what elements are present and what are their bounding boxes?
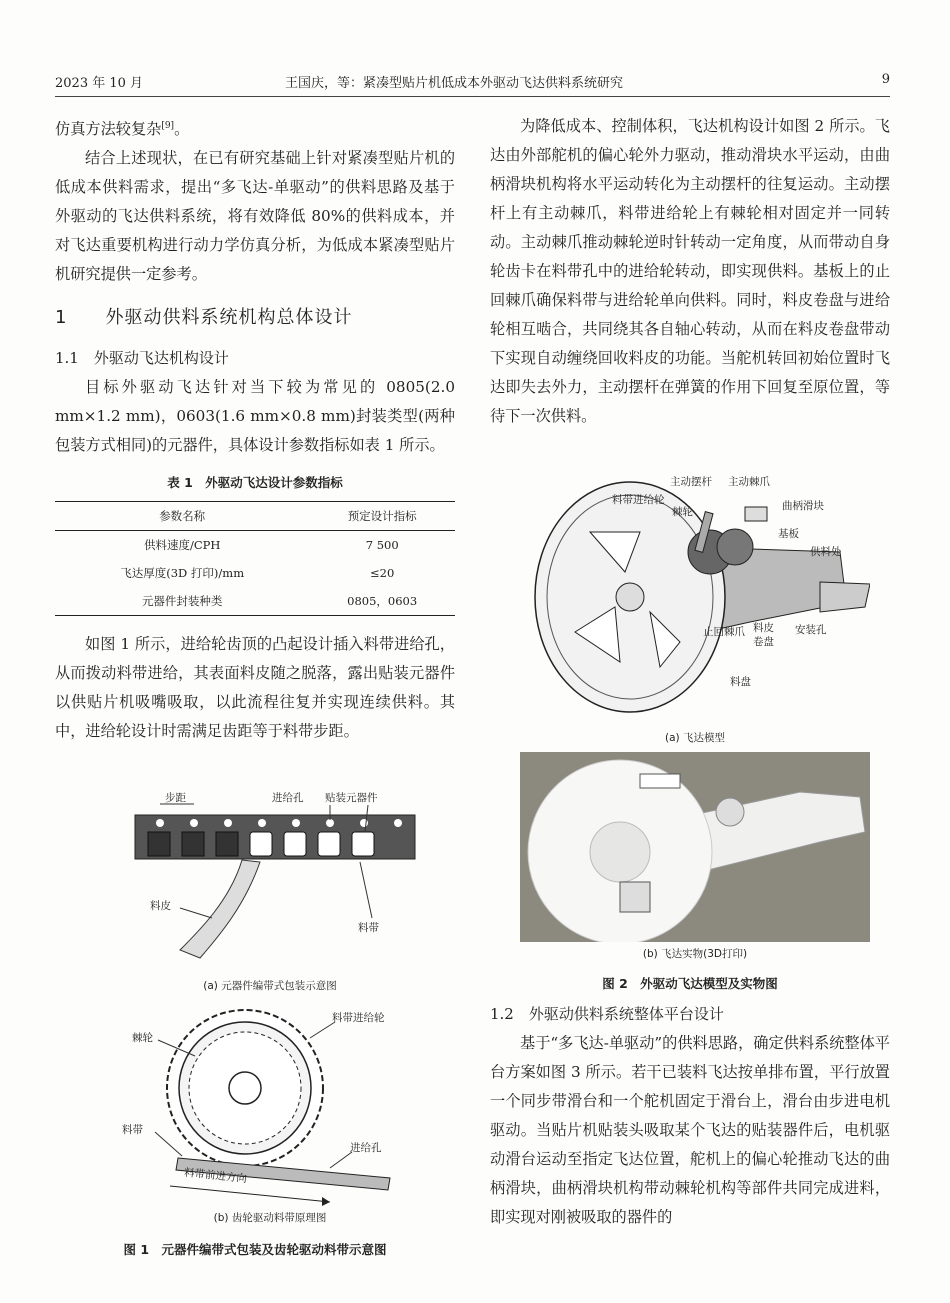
label-ratchet: 棘轮: [672, 506, 693, 518]
table-caption: 表 1 外驱动飞达设计参数指标: [167, 475, 343, 491]
paragraph-3: 目标外驱动飞达针对当下较为常见的 0805(2.0 mm×1.2 mm)，0603(1.6 mm×0.8 mm)封装类型(两种包装方式相同)的元器件，具体设计参数指标如表 1 所示。: [55, 378, 455, 455]
figure-1a: [120, 790, 420, 1000]
label-film-reel-2: 卷盘: [753, 636, 774, 648]
label-feed-wheel: 料带进给轮: [612, 494, 665, 506]
paragraph-4: 如图 1 所示，进给轮齿顶的凸起设计插入料带进给孔，从而拨动料带进给，其表面料皮随之脱落，露出贴装元器件以供贴片机吸嘴吸取，以此流程往复并实现连续供料。其中，进给轮设计时需满足齿距等于料带步距。: [55, 635, 455, 741]
figure-2a-caption: (a) 飞达模型: [665, 732, 725, 744]
label-film: 料皮: [150, 900, 171, 912]
label-feed-wheel: 料带进给轮: [332, 1012, 385, 1024]
paragraph-5: 为降低成本、控制体积，飞达机构设计如图 2 所示。飞达由外部舵机的偏心轮外力驱动，推动滑块水平运动，由曲柄滑块机构将水平运动转化为主动摆杆的往复运动。主动摆杆上有主动棘爪，料带进给轮上有棘轮相对固定并一同转动。主动棘爪推动棘轮逆时针转动一定角度，从而带动自身轮齿卡在料带孔中的进给轮转动，即实现供料。基板上的止回棘爪确保料带与进给轮单向供料。同时，料皮卷盘与进给轮相互啮合，共同绕其各自轴心转动，从而在料皮卷盘带动下实现自动缠绕回收料皮的功能。当舵机转回初始位置时飞达即失去外力，主动摆杆在弹簧的作用下回复至原位置，等待下一次供料。: [490, 117, 890, 425]
tape-diagram: [120, 790, 420, 970]
subsection-heading-1-2: 1.2 外驱动供料系统整体平台设计: [490, 1005, 724, 1023]
figure-1a-caption: (a) 元器件编带式包装示意图: [203, 980, 337, 992]
figure-2a: [520, 472, 870, 747]
table-header: 参数名称: [55, 502, 309, 531]
running-header: [55, 70, 890, 97]
table-row: 供料速度/CPH 7 500: [143, 538, 399, 553]
label-direction: 料带前进方向: [183, 1166, 248, 1186]
header-date: 2023 年 10 月: [55, 76, 144, 91]
paragraph-2: 结合上述现状，在已有研究基础上针对紧凑型贴片机的低成本供料需求，提出“多飞达-单驱动”的供料思路及基于外驱动的飞达供料系统，将有效降低 80%的供料成本，并对飞达重要机构进行动力学仿真分析，为低成本紧凑型贴片机研究提供一定参考。: [55, 149, 455, 284]
figure-2b-caption: (b) 飞达实物(3D打印): [642, 948, 748, 960]
label-base: 基板: [778, 528, 799, 540]
label-component: 贴装元器件: [325, 792, 378, 804]
citation: [9]: [161, 121, 175, 131]
label-active-pawl: 主动棘爪: [728, 476, 770, 488]
figure-2b: [520, 752, 870, 967]
parameter-table: [55, 501, 455, 616]
right-column-bottom: [490, 1000, 890, 1232]
component-pockets: [148, 832, 238, 856]
header-title: 王国庆，等：紧凑型贴片机低成本外驱动飞达供料系统研究: [285, 76, 624, 91]
subsection-heading-1-1: 1.1 外驱动飞达机构设计: [55, 349, 229, 368]
label-feed-hole: 进给孔: [350, 1142, 382, 1154]
label-ratchet: 棘轮: [132, 1032, 153, 1044]
table-header: 预定设计指标: [309, 502, 455, 531]
paragraph-6: 基于“多飞达-单驱动”的供料思路，确定供料系统整体平台方案如图 3 所示。若干已装料飞达按单排布置，平行放置一个同步带滑台和一个舵机固定于滑台上，滑台由步进电机驱动。当贴片机贴装头吸取某个飞达的贴装器件后，电机驱动滑台运动至指定飞达位置，舵机上的偏心轮推动飞达的曲柄滑块，曲柄滑块机构带动棘轮机构等部件共同完成进料，即实现对刚被吸取的器件的: [490, 1034, 890, 1226]
figure-2-caption: 图 2 外驱动飞达模型及实物图: [602, 976, 778, 991]
table-row: 飞达厚度(3D 打印)/mm ≤20: [120, 566, 395, 581]
figure-1-caption: 图 1 元器件编带式包装及齿轮驱动料带示意图: [123, 1242, 387, 1257]
label-tape: 料带: [358, 922, 379, 934]
label-check-pawl: 止回棘爪: [703, 626, 745, 638]
figure-1b: [120, 1008, 420, 1228]
gear-diagram: [120, 1008, 420, 1208]
label-feed-point: 供料处: [810, 546, 842, 558]
label-mount-hole: 安装孔: [795, 624, 827, 636]
paragraph-1: 仿真方法较复杂[9]。: [55, 120, 190, 139]
label-tape: 料带: [122, 1124, 143, 1136]
label-step: 步距: [165, 792, 186, 804]
section-heading-1: 1 外驱动供料系统机构总体设计: [55, 307, 353, 329]
label-film-reel-1: 料皮: [753, 622, 774, 634]
label-swing-arm: 主动摆杆: [670, 476, 712, 488]
right-column: [490, 112, 890, 431]
label-reel: 料盘: [730, 676, 751, 688]
left-column: [55, 112, 455, 746]
label-crank-slider: 曲柄滑块: [782, 500, 824, 512]
feeder-photo: [520, 752, 870, 942]
label-feed-hole: 进给孔: [272, 792, 304, 804]
table-row: 元器件封装种类 0805，0603: [55, 587, 455, 616]
figure-1b-caption: (b) 齿轮驱动料带原理图: [213, 1212, 327, 1224]
page-number: 9: [881, 72, 890, 87]
